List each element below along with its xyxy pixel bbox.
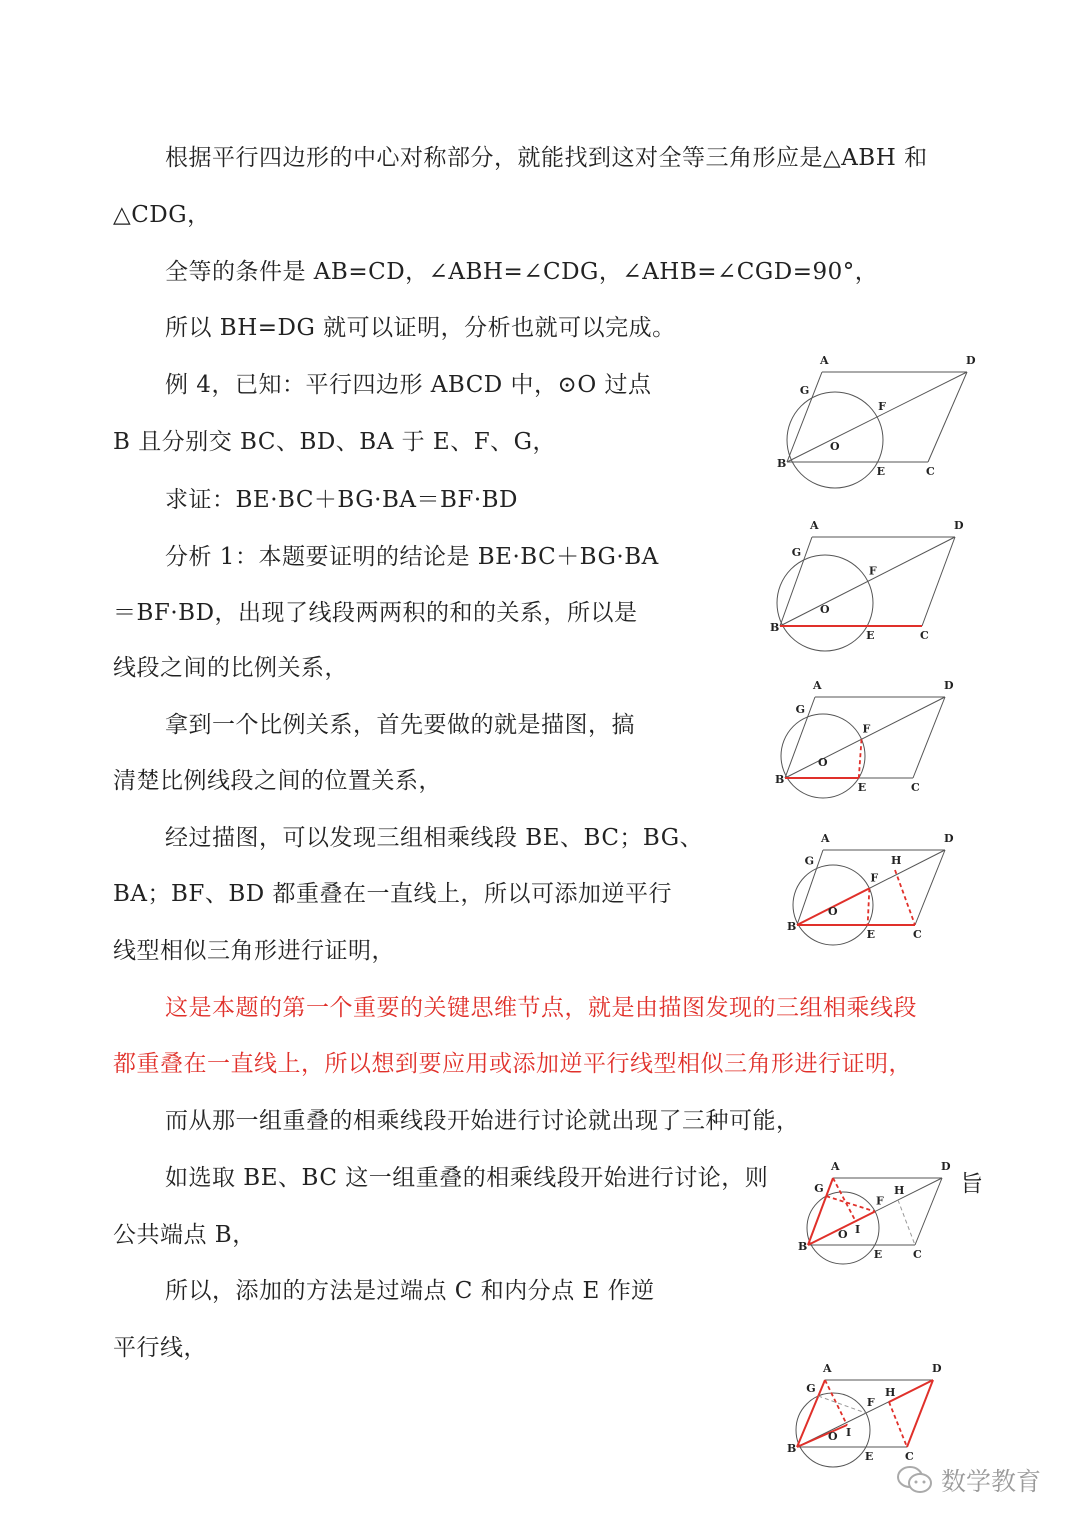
point-label-e: E xyxy=(864,1450,874,1463)
text-line: 都重叠在一直线上，所以想到要应用或添加逆平行线型相似三角形进行证明， xyxy=(113,1051,912,1077)
text-line: 这是本题的第一个重要的关键思维节点，就是由描图发现的三组相乘线段 xyxy=(165,995,917,1021)
text-line: 公共端点 B， xyxy=(113,1222,256,1248)
text-line: ＝BF·BD，出现了线段两两积的和的关系，所以是 xyxy=(113,600,638,626)
watermark-text: 数学教育 xyxy=(941,1467,1042,1496)
point-label-c: C xyxy=(911,781,920,794)
text-line: 求证：BE·BC＋BG·BA＝BF·BD xyxy=(165,487,518,513)
point-label-c: C xyxy=(920,629,929,642)
point-label-e: E xyxy=(873,1248,883,1261)
point-label-f: F xyxy=(862,722,871,736)
point-label-b: B xyxy=(775,773,785,786)
figure-segment xyxy=(818,1396,866,1413)
figure-segment xyxy=(825,1380,847,1425)
point-label-a: A xyxy=(813,679,822,692)
figure-segment xyxy=(928,372,967,462)
point-label-g: G xyxy=(804,854,814,868)
point-label-d: D xyxy=(966,354,976,367)
figure-segment xyxy=(922,537,955,626)
point-label-d: D xyxy=(944,679,954,692)
figure-segment xyxy=(915,850,945,925)
point-label-d: D xyxy=(932,1362,942,1375)
point-label-e: E xyxy=(866,629,875,642)
figure-segment xyxy=(826,1196,875,1211)
point-label-o: O xyxy=(820,603,830,616)
point-label-f: F xyxy=(878,399,886,413)
point-label-b: B xyxy=(770,621,780,634)
figure-segment xyxy=(895,870,915,925)
point-label-f: F xyxy=(875,1194,884,1208)
point-label-a: A xyxy=(820,354,829,367)
point-label-o: O xyxy=(838,1228,848,1241)
clipped-character: 旨 xyxy=(960,1171,983,1197)
point-label-b: B xyxy=(787,920,797,933)
point-label-d: D xyxy=(944,832,954,845)
text-line: 根据平行四边形的中心对称部分，就能找到这对全等三角形应是△ABH 和 xyxy=(165,145,928,171)
text-line: 线型相似三角形进行证明， xyxy=(113,938,395,964)
point-label-f: F xyxy=(866,1396,875,1410)
point-label-f: F xyxy=(870,871,879,885)
point-label-e: E xyxy=(876,465,886,478)
text-line: 平行线， xyxy=(113,1335,207,1361)
point-label-o: O xyxy=(818,756,828,769)
point-label-i: I xyxy=(855,1223,861,1236)
text-line: 所以，添加的方法是过端点 C 和内分点 E 作逆 xyxy=(165,1278,655,1304)
point-label-c: C xyxy=(913,928,922,941)
text-line: 如选取 BE、BC 这一组重叠的相乘线段开始进行讨论，则 xyxy=(165,1165,769,1191)
point-label-o: O xyxy=(828,1430,838,1443)
point-label-o: O xyxy=(830,440,840,453)
text-line: 线段之间的比例关系， xyxy=(113,655,348,681)
point-label-h: H xyxy=(885,1386,896,1399)
point-label-d: D xyxy=(954,519,964,532)
point-label-a: A xyxy=(810,519,819,532)
point-label-g: G xyxy=(814,1182,824,1196)
text-line: BA；BF、BD 都重叠在一直线上，所以可添加逆平行 xyxy=(113,881,673,907)
point-label-i: I xyxy=(846,1426,852,1439)
point-label-h: H xyxy=(894,1184,905,1197)
text-line: 全等的条件是 AB=CD，∠ABH=∠CDG，∠AHB=∠CGD=90°， xyxy=(165,259,879,285)
point-label-c: C xyxy=(905,1450,914,1463)
text-line: △CDG， xyxy=(113,202,211,228)
point-label-g: G xyxy=(791,545,802,559)
figure-segment xyxy=(868,888,870,925)
point-label-d: D xyxy=(941,1160,951,1173)
point-label-o: O xyxy=(828,905,838,918)
point-label-f: F xyxy=(868,564,877,578)
figure-segment xyxy=(785,697,945,778)
point-label-e: E xyxy=(857,781,867,794)
point-label-a: A xyxy=(831,1160,840,1173)
point-label-a: A xyxy=(821,832,830,845)
text-line: B 且分别交 BC、BD、BA 于 E、F、G， xyxy=(113,429,557,455)
point-label-b: B xyxy=(798,1240,808,1253)
point-label-b: B xyxy=(787,1442,797,1455)
text-line: 所以 BH=DG 就可以证明，分析也就可以完成。 xyxy=(165,315,676,341)
text-line: 清楚比例线段之间的位置关系， xyxy=(113,768,442,794)
point-label-a: A xyxy=(823,1362,832,1375)
point-label-h: H xyxy=(891,854,902,867)
figure-segment xyxy=(859,739,862,778)
text-line: 拿到一个比例关系，首先要做的就是描图，搞 xyxy=(165,712,635,738)
point-label-c: C xyxy=(913,1248,922,1261)
point-label-g: G xyxy=(795,702,806,716)
figure-segment xyxy=(915,1178,942,1245)
text-line: 经过描图，可以发现三组相乘线段 BE、BC；BG、 xyxy=(165,825,704,851)
point-label-e: E xyxy=(866,928,876,941)
text-line: 例 4，已知：平行四边形 ABCD 中，⊙O 过点 xyxy=(165,372,652,398)
figure-segment xyxy=(898,1200,915,1245)
text-line: 分析 1：本题要证明的结论是 BE·BC＋BG·BA xyxy=(165,544,659,570)
point-label-g: G xyxy=(806,1382,816,1396)
point-label-c: C xyxy=(926,465,935,478)
watermark xyxy=(895,1462,1041,1498)
point-label-b: B xyxy=(777,457,787,470)
figure-segment xyxy=(913,697,945,778)
text-line: 而从那一组重叠的相乘线段开始进行讨论就出现了三种可能， xyxy=(165,1108,800,1134)
point-label-g: G xyxy=(799,383,810,397)
wechat-icon xyxy=(895,1464,935,1496)
figure-segment xyxy=(889,1402,907,1447)
